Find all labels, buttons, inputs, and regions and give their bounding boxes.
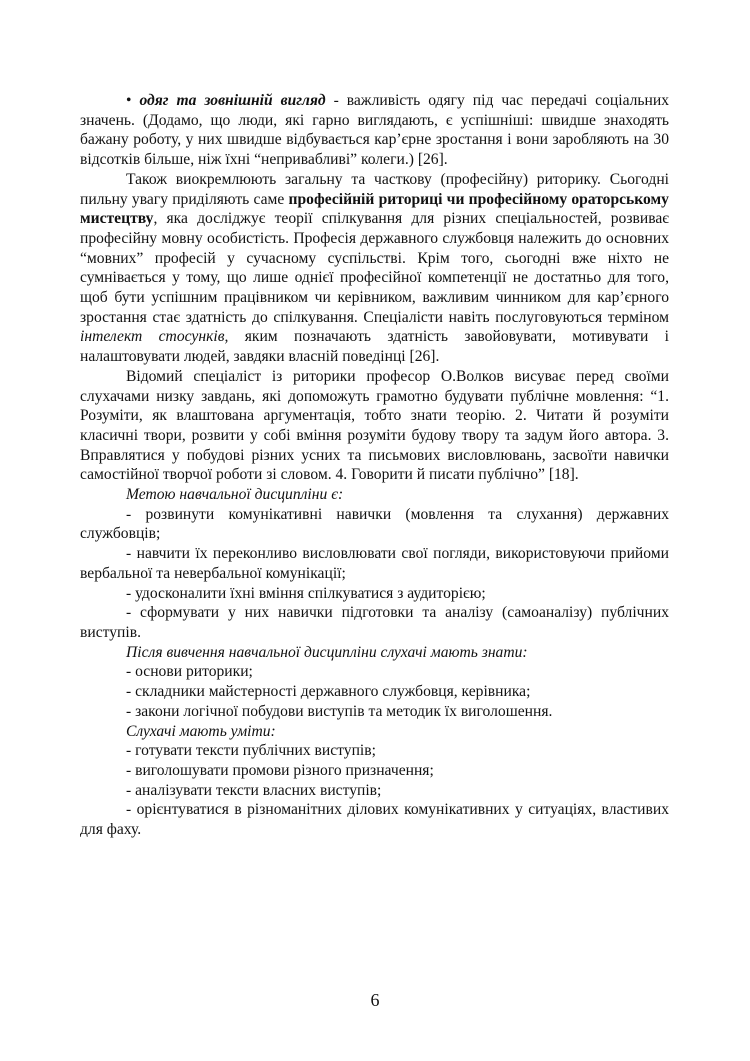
term-relationship-intellect: інтелект стосунків, — [80, 328, 229, 346]
skill-item-4: - орієнтуватися в різноманітних ділових комунікативних у ситуаціях, властивих для фаху. — [80, 801, 669, 839]
skills-heading: Слухачі мають уміти: — [126, 722, 276, 740]
term-professional-rhetoric: професійній риториці чи професійному ораторському мистецтву — [80, 190, 669, 228]
goal-item-3: - удосконалити їхні вміння спілкуватися з аудиторією; — [126, 584, 486, 602]
paragraph-rhetoric-after: яким позначають здатність завойовувати, мотивувати і налаштовувати людей, завдяки власній поведінці [26]. — [80, 328, 670, 366]
know-item-3: - закони логічної побудови виступів та методик їх виголошення. — [126, 702, 553, 720]
paragraph-rhetoric-before: Також виокремлюють загальну та часткову (професійну) риторику. Сьогодні пильну увагу приділяють саме — [80, 170, 669, 208]
paragraph-clothing — [80, 91, 669, 170]
skill-item-3: - аналізувати тексти власних виступів; — [126, 781, 382, 799]
paragraph-clothing-text: - важливість одягу під час передачі соціальних значень. (Додамо, що люди, які гарно виглядають, є успішніші: швидше знаходять бажану роботу, у них швидше відбувається кар’єрне зростання і вони заробляють на 30 відсотків більше, ніж їхні “непривабливі” колеги.) [26]. — [80, 92, 670, 169]
goal-item-2: - навчити їх переконливо висловлювати свої погляди, використовуючи прийоми вербальної та невербальної комунікації; — [80, 545, 669, 582]
know-heading: Після вивчення навчальної дисципліни слухачі мають знати: — [126, 643, 528, 661]
goals-heading: Метою навчальної дисципліни є: — [126, 486, 344, 504]
goal-item-1: - розвинути комунікативні навички (мовлення та слухання) державних службовців; — [80, 505, 669, 543]
paragraph-rhetoric — [80, 170, 669, 367]
paragraph-volkov: Відомий спеціаліст із риторики професор О.Волков висуває перед своїми слухачами низку завдань, які допоможуть грамотно будувати публічне мовлення: “1. Розуміти, як влаштована аргументація, тобто знати теорію. 2. Читати й розуміти класичні твори, розвити у собі вміння розуміти будову твору та задум його автора. 3. Вправлятися у побудові різних усних та письмових висловлювань, засвоїти навички самостійної творчої роботи зі словом. 4. Говорити й писати публічно” [18]. — [80, 367, 669, 484]
know-item-2: - складники майстерності державного службовця, керівника; — [126, 683, 531, 701]
skill-item-2: - виголошувати промови різного призначення; — [126, 761, 434, 779]
page-body — [80, 91, 669, 840]
skill-item-1: - готувати тексти публічних виступів; — [126, 742, 376, 760]
term-clothing: одяг та зовнішній вигляд — [139, 92, 326, 109]
paragraph-rhetoric-middle: , яка досліджує теорії спілкування для різних спеціальностей, розвиває професійну мовну особистість. Професія державного службовця належить до основних “мовних” професій у сучасному суспільстві. Крім того, сьогодні вже ніхто не сумнівається у тому, що лише однієї професійної компетенції не достатньо для того, щоб бути успішним працівником чи керівником, важливим чинником для кар’єрного зростання стає здатність до спілкування. Спеціалісти навіть послуговуються терміном — [80, 210, 669, 326]
page-number: 6 — [370, 990, 380, 1010]
goal-item-4: - сформувати у них навички підготовки та аналізу (самоаналізу) публічних виступів. — [80, 604, 669, 641]
bullet-icon: • — [126, 92, 132, 109]
know-item-1: - основи риторики; — [126, 663, 253, 681]
